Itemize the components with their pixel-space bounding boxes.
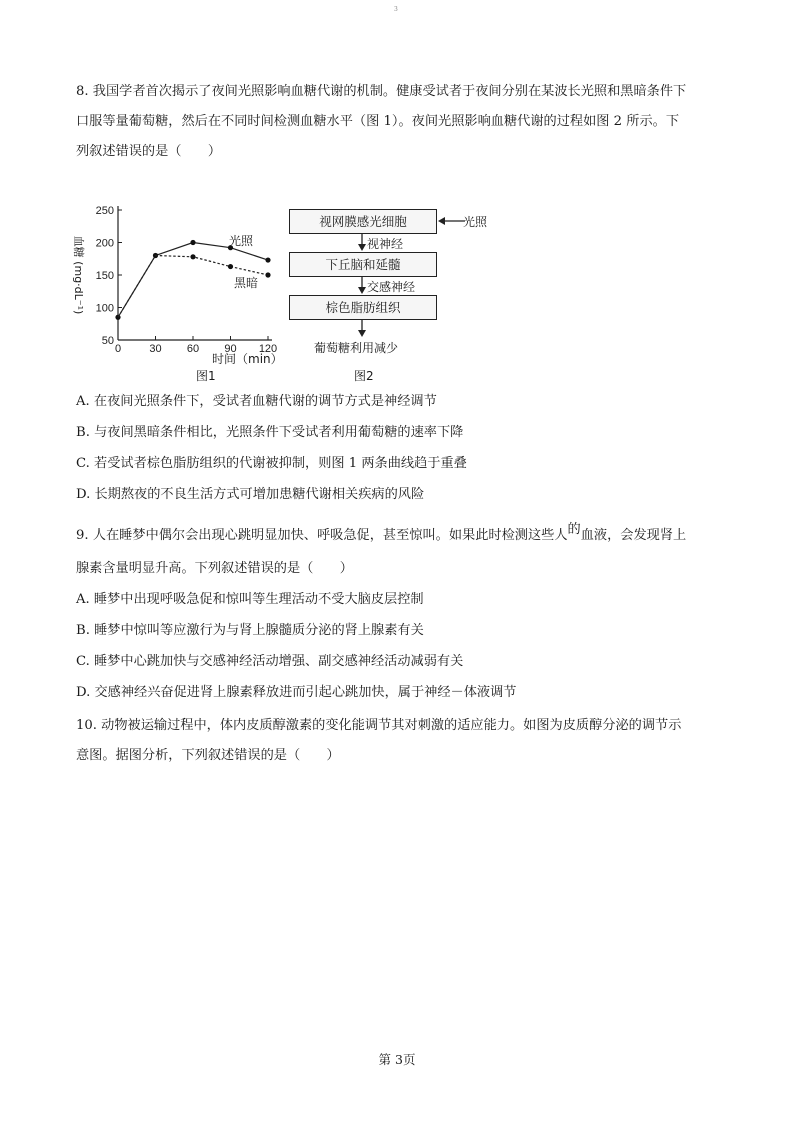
fig2-box-brown-fat: 棕色脂肪组织	[289, 295, 437, 320]
y-tick-label: 100	[95, 302, 114, 315]
q8-stem-line3: 列叙述错误的是（ ）	[76, 144, 222, 159]
page-footer: 第 3页	[378, 1052, 416, 1067]
figure2-caption: 图2	[354, 369, 374, 383]
q8-stem-line2: 口服等量葡萄糖，然后在不同时间检测血糖水平（图 1）。夜间光照影响血糖代谢的过程如图 2 所示。下	[76, 114, 680, 129]
fig2-box-retina: 视网膜感光细胞	[289, 209, 437, 234]
q9-option-d: D. 交感神经兴奋促进肾上腺素释放进而引起心跳加快，属于神经－体液调节	[76, 685, 517, 700]
q10-stem-line2: 意图。据图分析，下列叙述错误的是（ ）	[76, 748, 340, 763]
q9-option-a: A. 睡梦中出现呼吸急促和惊叫等生理活动不受大脑皮层控制	[76, 592, 424, 607]
x-tick-label: 0	[114, 343, 122, 355]
q9-stem-line1-part1: 9. 人在睡梦中偶尔会出现心跳明显加快、呼吸急促，甚至惊叫。如果此时检测这些人	[76, 528, 568, 543]
q9-option-c: C. 睡梦中心跳加快与交感神经活动增强、副交感神经活动减弱有关	[76, 654, 464, 669]
fig2-arrow1-label: 视神经	[367, 237, 404, 251]
fig2-result: 葡萄糖利用减少	[314, 341, 399, 355]
fig2-input-label: 光照	[463, 215, 488, 229]
figure1-caption: 图1	[196, 369, 216, 383]
q8-option-b: B. 与夜间黑暗条件相比，光照条件下受试者利用葡萄糖的速率下降	[76, 425, 464, 440]
fig2-arrow2-label: 交感神经	[367, 280, 416, 294]
q9-stem-line1	[76, 522, 687, 545]
q9-stem-line1-part2: 血液，会发现肾上	[580, 528, 687, 543]
x-tick-label: 120	[258, 343, 278, 355]
y-tick-label: 200	[95, 237, 114, 250]
x-tick-label: 30	[149, 343, 162, 355]
page-top-mark: 3	[394, 6, 398, 13]
x-tick-label: 60	[186, 343, 200, 355]
figure1-legend-light: 光照	[229, 234, 254, 248]
figure1-legend-dark: 黑暗	[234, 276, 259, 290]
q9-stem-raised-char: 的	[567, 522, 581, 537]
y-tick-label: 150	[95, 270, 114, 282]
q9-stem-line2: 腺素含量明显升高。下列叙述错误的是（ ）	[76, 561, 353, 576]
q10-stem-line1: 10. 动物被运输过程中，体内皮质醇激素的变化能调节其对刺激的适应能力。如图为皮质醇分泌的调节示	[76, 718, 682, 733]
data-point-dark	[228, 264, 233, 269]
y-tick-label: 50	[101, 335, 114, 347]
y-tick-label: 250	[95, 205, 114, 217]
data-point-dark	[190, 254, 195, 259]
figure1-xlabel: 时间（min）	[212, 352, 283, 366]
q9-option-b: B. 睡梦中惊叫等应激行为与肾上腺髓质分泌的肾上腺素有关	[76, 623, 424, 638]
figure1-ylabel-text: 血糖 (mg·dL⁻¹)	[72, 235, 85, 315]
figure1-ylabel	[71, 231, 87, 321]
x-tick-label: 90	[224, 343, 237, 355]
q8-option-d: D. 长期熬夜的不良生活方式可增加患糖代谢相关疾病的风险	[76, 487, 425, 502]
fig2-box-hypothalamus: 下丘脑和延髓	[289, 252, 437, 277]
q8-option-a: A. 在夜间光照条件下，受试者血糖代谢的调节方式是神经调节	[76, 394, 437, 409]
data-point-dark	[265, 272, 270, 277]
data-point-light	[265, 257, 270, 262]
fig2-arrow-3	[356, 320, 368, 338]
q8-option-c: C. 若受试者棕色脂肪组织的代谢被抑制，则图 1 两条曲线趋于重叠	[76, 456, 467, 471]
data-point-light	[190, 240, 195, 245]
q8-stem-line1: 8. 我国学者首次揭示了夜间光照影响血糖代谢的机制。健康受试者于夜间分别在某波长光照和黑暗条件下	[76, 84, 687, 99]
